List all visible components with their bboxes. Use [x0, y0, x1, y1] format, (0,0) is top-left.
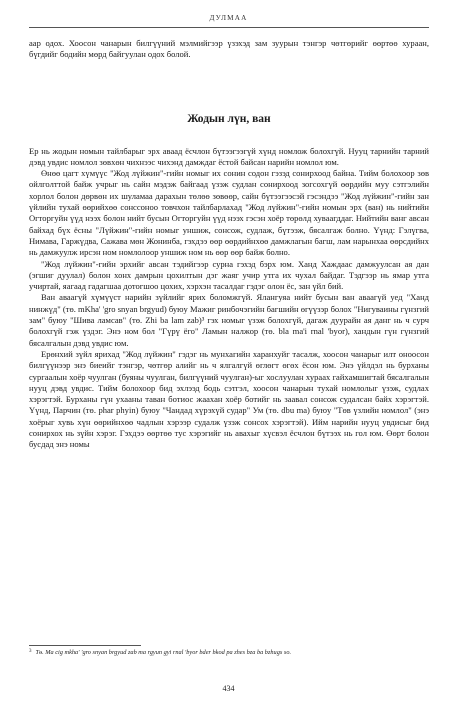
page-number: 434: [222, 684, 235, 693]
body-paragraph: Ван аваагүй хүмүүст нарийн зүйлийг ярих боломжгүй. Ялангуяа нийт бусын ван аваагүй уед "Ханд нинжүд" (тө. mKha' 'gro snyan brgyud) буюу Мажиг ринбочэгийн багшийн өгүүзэр болох "Нигуваины гүнзгий зам" буюу "Шива ламсав" (тө. Zhi ba lam zab)³ гэх номыг үзэж болохгүй, дагаж дуурайн ая данг нь ч сурч болохгүй гэж үздэг. Энэ ном бол "Гүрү ёго" Ламын налжор (тө. bla ma'i rnal 'byor), хандын гүн гүнзгий бясалгалын дэвд увдис юм.: [29, 292, 429, 348]
header-rule: [29, 27, 429, 28]
body-paragraph: "Жод лүйжин"-гийн эрхийг авсан тэдийгээр сурна гэхэд бэрх юм. Ханд Хаждаас дамжуулсан ая дан (эгшиг дуулал) болон хонх дамрын цохилтын дэг жаяг учир утга их чухал байдаг. Тэдгээр нь ямар утга учиртай, яагаад гадагшаа дотогшоо цохих, хэрхэн тасалдаг гэдэг олон ёс, зан үйл бий.: [29, 258, 429, 292]
footnote-text: Тө. Ma cig mkha' 'gro snyan brgyud zab ma rgyun gyi rnal 'byor bder bkod pa zhes bza ba bzhugs so.: [35, 649, 292, 656]
footnote-number: 3: [29, 649, 32, 654]
body-paragraph: Ер нь жодын номын тайлбарыг эрх аваад ёсчлон бүтээгээгүй хүнд номлож болохгүй. Нууц тарнийн тарний дэвд увдис номлол зөвхөн чихнээс чихэнд дамждаг ёстой байсан нарийн номлол юм.: [29, 145, 429, 167]
paragraph-continued: аар одох. Хоосон чанарын билгүүний мэлмийгээр үзэхэд зам зуурын тэнгэр чөтгөрийг өөртөө хураан, бүгдийг бодийн мөрд байгуулан одох болой.: [29, 38, 429, 60]
body-paragraph: Ерөнхий зүйл ярихад "Жод лүйжин" гэдэг нь мунхагийн харанхуйг тасалж, хоосон чанарыг илт оноосон билгүүнээр энэ биеийг тэнгэр, чөтгөр алийг нь ч ялгалгүй өглөгт өгөх ёсон юм. Энэ үйлдэл нь бурханы сургаалын хоёр чуулган (буяны чуулган, билгүүний чуулган)-ыг хослуулан хураах гайхамшигтай бясалгалын нууц дэвд увдис. Тийм болохоор бид эхлээд бодь сэтгэл, хоосон чанарын тухай номлолыг үзэж, судлах хэрэгтэй. Бурханы гүн ухааны таван ботиос жаахан хоёр ботийг нь заавал сонсож судалсан байх хэрэгтэй. Үүнд, Парчин (тө. phar phyin) буюу "Чандад хүрэхүй судар" Ум (тө. dbu ma) буюу "Төв үзлийн номлол" (энэ хоёрыг хувь хүн өөрийнхөө чадлын хэрээр судалж үзэж сонсох хэрэгтэй). Ийм нарийн нууц увдисыг бид сонирхох нь зүйн хэрэг. Гэхдээ өөртөө тус хэрэгийг нь авахыг хүсвэл ёсчлон бүтээх нь гол юм. Өөрт болон бусдад энэ номы: [29, 348, 429, 450]
footnote: [29, 648, 429, 657]
footnote-rule: [29, 645, 141, 646]
running-head: ДУЛМАА: [209, 14, 248, 22]
section-title: Жодын лүн, ван: [187, 112, 271, 125]
page-body: [29, 38, 429, 451]
body-paragraph: Өнөө цагт хүмүүс "Жод лүйжин"-гийн номыг их сонин содон гэзэд сонирхоод байна. Тийм болохоор зөв ойлголттой байж учрыг нь сайн мэдэж байгаад үзэж судлан сонирхоод зогсохгүй өөрдийн муу сэтгэлийн хорлол болон дөрвөн их шуламаа дарахын төлөө зөвөөр, сайн бүтээгээсэй гэсэндээ "Жод лүйжин"-гийн зан үйлийн тухай өөрийхөө сонссоноо товчхон тайлбарлахад "Жод лүйжин"-гийн номын эрх (ван) нь нийтийн Огторгуйн үүд нээх болон нийт бусын Огторгуйн үүд нээх гэсэн хоёр төрөлд хуваагддаг. Нийтийн ванг авсан байхад бүх ёсны "Лүйжин"-гийн номыг уншиж, сонсож, судлаж, бүтээж, бясалгаж болно. Үүнд: Гэлүгва, Нимава, Гаржүдва, Сажава мөн Жонинба, гэхдээ өөр өөрдийнхөө дамжлагын багш, лам нарынхаа өөрсдийнх нь дамжуулж ирсэн ном номлолоор уншиж ном нь өөр өөр байж болно.: [29, 168, 429, 258]
